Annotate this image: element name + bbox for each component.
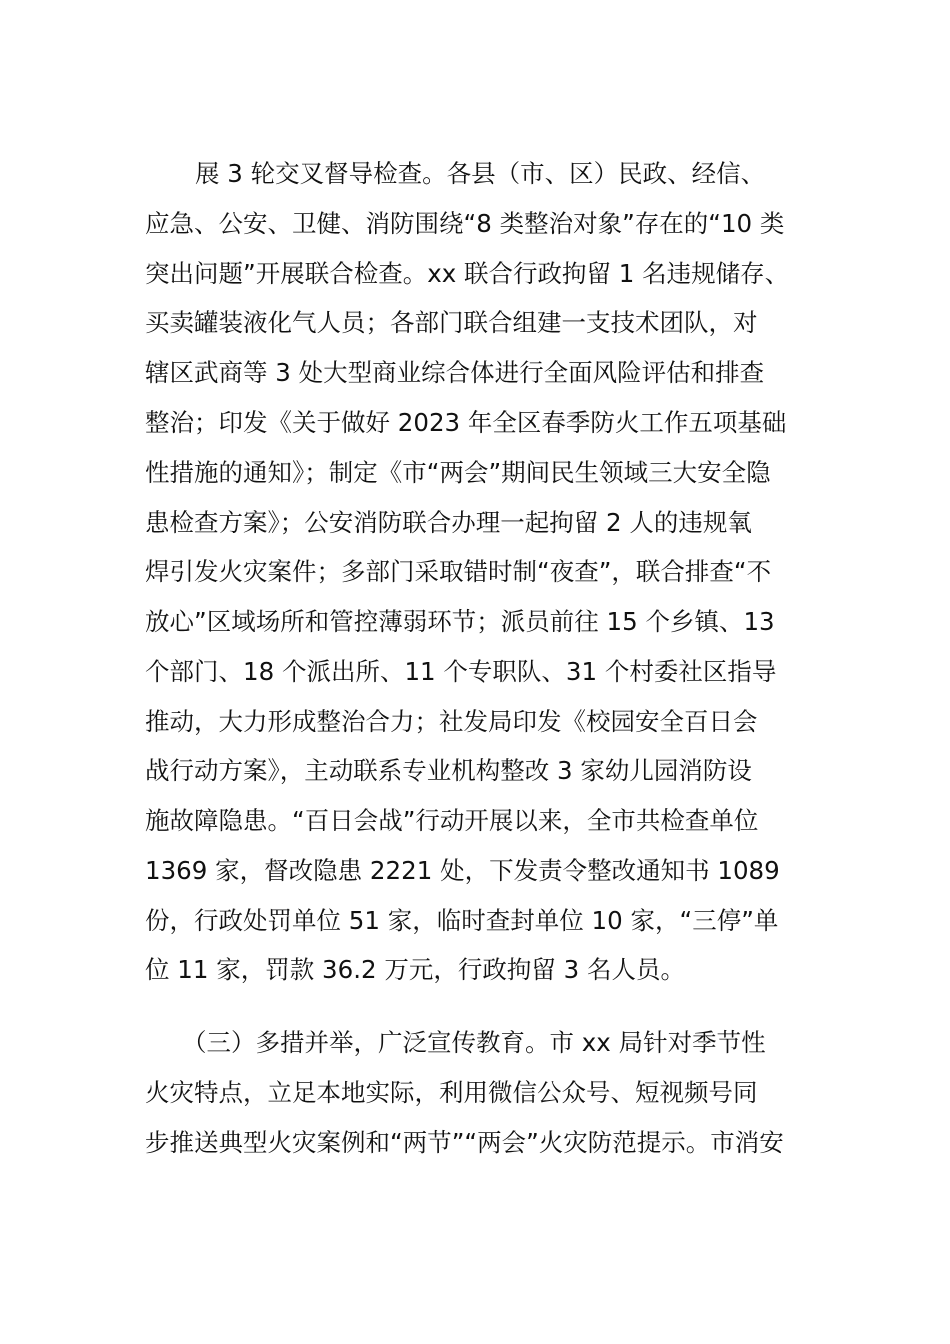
- paragraph-1-line: 施故障隐患。“百日会战”行动开展以来，全市共检查单位: [145, 806, 759, 835]
- paragraph-1-line: 焊引发火灾案件；多部门采取错时制“夜查”，联合排查“不: [145, 557, 772, 586]
- paragraph-1-line: 战行动方案》，主动联系专业机构整改 3 家幼儿园消防设: [145, 756, 752, 785]
- paragraph-1-line: 性措施的通知》；制定《市“两会”期间民生领域三大安全隐: [145, 458, 771, 487]
- paragraph-2-line: 火灾特点，立足本地实际，利用微信公众号、短视频号同: [145, 1078, 758, 1107]
- paragraph-1-line: 买卖罐装液化气人员；各部门联合组建一支技术团队，对: [145, 308, 758, 337]
- paragraph-2-line: 步推送典型火灾案例和“两节”“两会”火灾防范提示。市消安: [145, 1128, 784, 1157]
- paragraph-1-line: 个部门、18 个派出所、11 个专职队、31 个村委社区指导: [145, 657, 777, 686]
- paragraph-2-line: （三）多措并举，广泛宣传教育。市 xx 局针对季节性: [182, 1028, 766, 1057]
- paragraph-1-line: 份，行政处罚单位 51 家，临时查封单位 10 家，“三停”单: [145, 906, 779, 935]
- paragraph-1-line: 辖区武商等 3 处大型商业综合体进行全面风险评估和排查: [145, 358, 765, 387]
- paragraph-1-line: 推动，大力形成整治合力；社发局印发《校园安全百日会: [145, 707, 758, 736]
- paragraph-1-line: 整治；印发《关于做好 2023 年全区春季防火工作五项基础: [145, 408, 787, 437]
- paragraph-1-line: 1369 家，督改隐患 2221 处，下发责令整改通知书 1089: [145, 856, 780, 885]
- paragraph-1-line: 放心”区域场所和管控薄弱环节；派员前往 15 个乡镇、13: [145, 607, 775, 636]
- paragraph-1-line: 应急、公安、卫健、消防围绕“8 类整治对象”存在的“10 类: [145, 209, 785, 238]
- paragraph-1-line: 患检查方案》；公安消防联合办理一起拘留 2 人的违规氧: [145, 508, 752, 537]
- paragraph-1-line: 突出问题”开展联合检查。xx 联合行政拘留 1 名违规储存、: [145, 259, 790, 288]
- paragraph-1-line: 位 11 家，罚款 36.2 万元，行政拘留 3 名人员。: [145, 955, 686, 984]
- paragraph-1-line: 展 3 轮交叉督导检查。各县（市、区）民政、经信、: [195, 159, 766, 188]
